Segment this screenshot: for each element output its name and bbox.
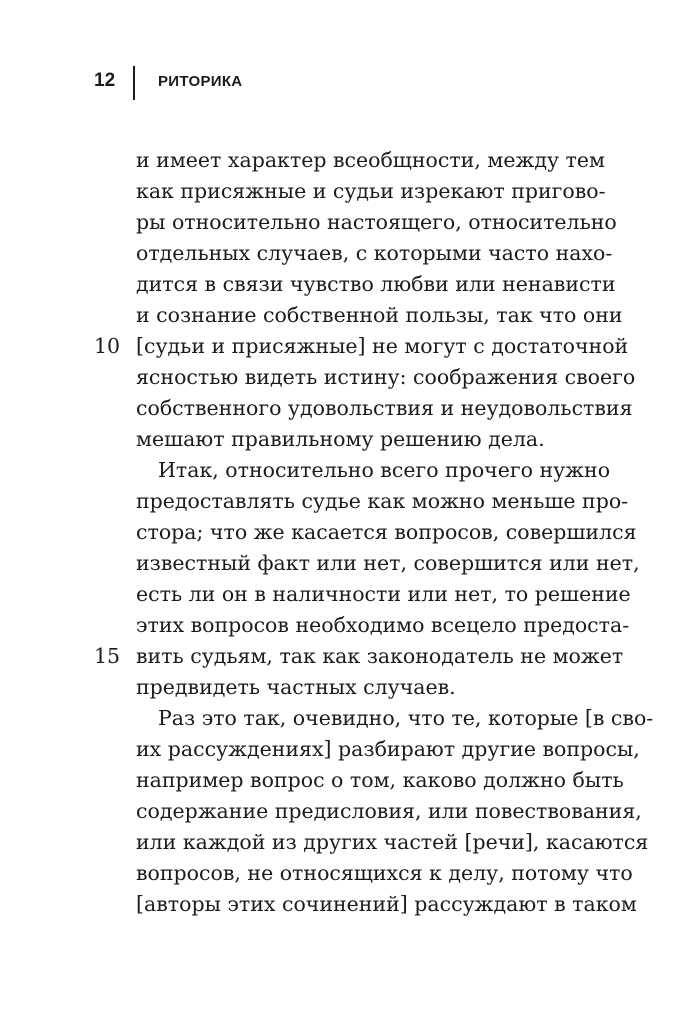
text-line: этих вопросов необходимо всецело предоста- <box>136 613 630 637</box>
text-line: и сознание собственной пользы, так что они <box>136 303 623 327</box>
text-line: Итак, относительно всего прочего нужно <box>158 458 611 482</box>
text-line: отдельных случаев, с которыми часто нахо- <box>136 241 613 265</box>
text-line: предоставлять судье как можно меньше про- <box>136 489 629 513</box>
text-line: известный факт или нет, совершится или нет, <box>136 551 640 575</box>
text-line: ясностью видеть истину: соображения своего <box>136 365 636 389</box>
page-number: 12 <box>94 70 116 91</box>
text-line: дится в связи чувство любви или ненависти <box>136 272 616 296</box>
text-line: их рассуждениях] разбирают другие вопросы, <box>136 737 640 761</box>
text-line: [авторы этих сочинений] рассуждают в таком <box>136 892 637 916</box>
text-line: или каждой из других частей [речи], касаются <box>136 830 649 854</box>
text-line: вопросов, не относящихся к делу, потому что <box>136 861 633 885</box>
text-line: Раз это так, очевидно, что те, которые [в сво- <box>158 706 654 730</box>
text-line: и имеет характер всеобщности, между тем <box>136 148 605 172</box>
text-line: собственного удовольствия и неудовольствия <box>136 396 633 420</box>
text-line: например вопрос о том, каково должно быть <box>136 768 624 792</box>
text-line: предвидеть частных случаев. <box>136 675 456 699</box>
text-line: есть ли он в наличности или нет, то решение <box>136 582 631 606</box>
text-line: мешают правильному решению дела. <box>136 427 545 451</box>
text-line: ры относительно настоящего, относительно <box>136 210 617 234</box>
line-number: 10 <box>94 334 121 358</box>
text-line: содержание предисловия, или повествования, <box>136 799 642 823</box>
line-number: 15 <box>94 644 121 668</box>
text-line: [судьи и присяжные] не могут с достаточной <box>136 334 629 358</box>
text-line: вить судьям, так как законодатель не может <box>136 644 624 668</box>
text-line: как присяжные и судьи изрекают пригово- <box>136 179 606 203</box>
text-line: стора; что же касается вопросов, совершился <box>136 520 637 544</box>
running-title: РИТОРИКА <box>158 73 243 90</box>
